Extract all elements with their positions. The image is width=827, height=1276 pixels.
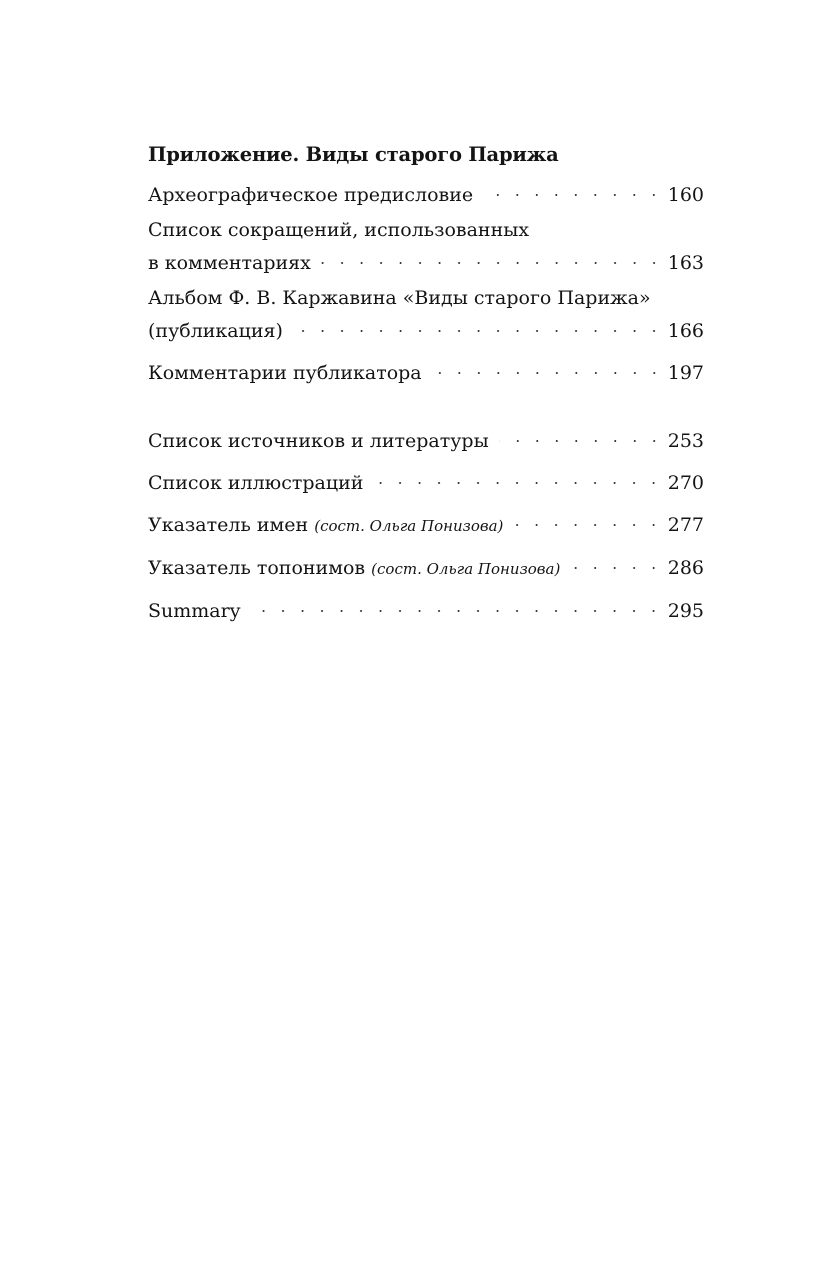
page-number: 295	[667, 600, 704, 622]
dot-leader	[321, 243, 664, 269]
entry-title-line: Альбом Ф. В. Каржавина «Виды старого Парижа»	[148, 287, 651, 309]
toc-entry	[148, 175, 704, 208]
page-number: 286	[667, 557, 704, 579]
toc-entry	[148, 591, 704, 624]
page-number: 270	[667, 472, 704, 494]
toc-entry	[148, 463, 704, 496]
compiler-note: (сост. Ольга Понизова)	[314, 517, 504, 535]
dot-leader	[373, 463, 663, 489]
dot-leader	[483, 175, 664, 201]
table-of-contents	[148, 141, 704, 633]
entry-title: Summary	[148, 600, 241, 622]
dot-leader	[432, 353, 664, 379]
toc-entry	[148, 505, 704, 539]
group-spacer	[148, 395, 704, 421]
entry-title: в комментариях	[148, 252, 311, 274]
dot-leader	[513, 505, 663, 531]
dot-leader	[293, 311, 664, 337]
page-number: 277	[667, 514, 704, 536]
dot-leader	[570, 548, 663, 574]
page-number: 160	[667, 184, 704, 206]
entry-title: Археографическое предисловие	[148, 184, 474, 206]
page-number: 197	[667, 362, 704, 384]
dot-leader	[499, 421, 664, 447]
entry-title	[148, 555, 560, 582]
page-number: 253	[667, 430, 704, 452]
page-number: 166	[667, 320, 704, 342]
entry-title: Список источников и литературы	[148, 430, 489, 452]
section-heading: Приложение. Виды старого Парижа	[148, 143, 559, 166]
dot-leader	[250, 591, 663, 617]
entry-title: Список иллюстраций	[148, 472, 364, 494]
page-number: 163	[667, 252, 704, 274]
toc-entry	[148, 421, 704, 454]
entry-title-text: Указатель топонимов	[148, 557, 372, 579]
compiler-note: (сост. Ольга Понизова)	[371, 560, 561, 578]
entry-title-text: Указатель имен	[148, 514, 315, 536]
toc-entry	[148, 285, 704, 344]
toc-entry	[148, 353, 704, 386]
toc-entry	[148, 548, 704, 582]
entry-title: Комментарии публикатора	[148, 362, 422, 384]
toc-entry	[148, 217, 704, 276]
entry-title	[148, 512, 503, 539]
entry-title: (публикация)	[148, 320, 283, 342]
entry-title-line: Список сокращений, использованных	[148, 219, 530, 241]
